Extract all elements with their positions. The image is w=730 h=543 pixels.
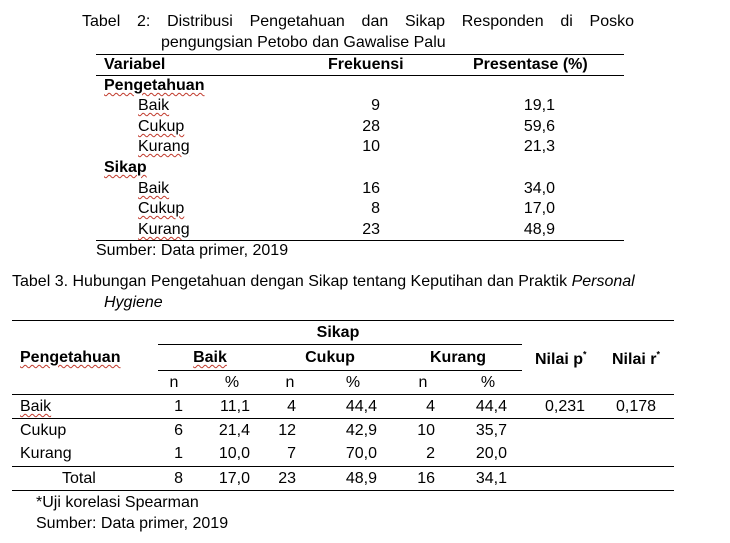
table3-cell-baik-pct: 21,4 xyxy=(218,422,250,439)
table3-cell-cukup-n: 12 xyxy=(278,422,296,439)
table3-source: Sumber: Data primer, 2019 xyxy=(36,515,229,532)
table3-subheader-n: n xyxy=(418,374,428,391)
table3-cell-baik-n: 8 xyxy=(174,470,183,487)
table2-row-percentage: 34,0 xyxy=(523,180,555,197)
table3-cell-cukup-pct: 44,4 xyxy=(345,398,377,415)
table2-row-label: Baik xyxy=(138,180,170,197)
table3-cell-kurang-pct: 34,1 xyxy=(475,470,507,487)
table3-header-nilai-r: Nilai r* xyxy=(612,349,660,368)
table3-cell-kurang-pct: 20,0 xyxy=(475,445,507,462)
table3-cell-kurang-n: 16 xyxy=(417,470,435,487)
table2-row-frequency: 16 xyxy=(362,180,380,197)
table3-header-cukup: Cukup xyxy=(305,349,355,366)
table3-cell-baik-n: 1 xyxy=(174,398,183,415)
table2-row-percentage: 21,3 xyxy=(523,138,555,155)
table3-first-row-rule xyxy=(12,418,674,419)
table3-cell-cukup-pct: 70,0 xyxy=(345,445,377,462)
table2-row-frequency: 28 xyxy=(362,118,380,135)
table3-cell-baik-pct: 17,0 xyxy=(218,470,250,487)
table2-header-percentage: Presentase (%) xyxy=(473,56,588,73)
table2-group-label: Sikap xyxy=(104,159,147,176)
table3-subheader-n: n xyxy=(285,374,295,391)
table3-caption-italic: Personal xyxy=(571,273,635,290)
table2-row-percentage: 17,0 xyxy=(523,200,555,217)
table3-cell-cukup-n: 4 xyxy=(287,398,296,415)
table2-header-variable: Variabel xyxy=(104,56,166,73)
table3-subheader-pct: % xyxy=(480,374,496,391)
table3-caption-line2: Hygiene xyxy=(104,294,163,311)
table3-cell-cukup-pct: 42,9 xyxy=(345,422,377,439)
table2-caption-line2: pengungsian Petobo dan Gawalise Palu xyxy=(161,34,446,51)
table3-row-label: Baik xyxy=(20,398,52,415)
table3-bottom-rule xyxy=(12,490,674,491)
table2-group-label: Pengetahuan xyxy=(104,77,205,94)
table3-cell-cukup-n: 23 xyxy=(278,470,296,487)
table3-subheader-n: n xyxy=(169,374,179,391)
table3-cell-kurang-n: 4 xyxy=(426,398,435,415)
table3-cell-baik-pct: 11,1 xyxy=(220,398,250,415)
table3-row-label-total: Total xyxy=(62,470,96,487)
table3-subheader-pct: % xyxy=(224,374,240,391)
table3-header-pengetahuan: Pengetahuan xyxy=(20,349,121,366)
table3-header-kurang: Kurang xyxy=(430,349,486,366)
table3-sikap-rule xyxy=(158,344,522,345)
table2-caption-line1: Tabel 2: Distribusi Pengetahuan dan Sikap Responden di Posko xyxy=(82,13,634,30)
table3-row-label: Kurang xyxy=(20,445,72,462)
table3-header-rule xyxy=(12,394,674,395)
table2-row-frequency: 9 xyxy=(371,97,380,114)
table2-row-label: Baik xyxy=(138,97,170,114)
table2-source: Sumber: Data primer, 2019 xyxy=(96,242,289,259)
table3-row-label: Cukup xyxy=(20,422,67,439)
table3-cell-baik-n: 1 xyxy=(174,445,183,462)
table2-row-label: Kurang xyxy=(138,221,190,238)
table3-caption-line1 xyxy=(12,272,635,292)
table2-row-label: Kurang xyxy=(138,138,190,155)
table2-row-frequency: 23 xyxy=(362,221,380,238)
table2-row-frequency: 10 xyxy=(362,138,380,155)
table2-row-label: Cukup xyxy=(138,118,185,135)
table3-cell-cukup-n: 7 xyxy=(287,445,296,462)
table3-cell-kurang-pct: 44,4 xyxy=(475,398,507,415)
table3-note: *Uji korelasi Spearman xyxy=(36,494,199,511)
table3-cell-kurang-n: 10 xyxy=(417,422,435,439)
table3-total-rule xyxy=(12,466,674,467)
table3-cell-baik-pct: 10,0 xyxy=(218,445,250,462)
table3-group-rule xyxy=(158,370,522,371)
table3-cell-baik-n: 6 xyxy=(174,422,183,439)
table3-cell-kurang-pct: 35,7 xyxy=(475,422,507,439)
table3-subheader-pct: % xyxy=(345,374,361,391)
table3-header-sikap: Sikap xyxy=(316,324,360,341)
table3-header-baik: Baik xyxy=(193,349,227,366)
table2-header-frequency: Frekuensi xyxy=(328,56,404,73)
table3-caption-text: Tabel 3. Hubungan Pengetahuan dengan Sikap tentang Keputihan dan Praktik xyxy=(12,273,568,290)
table2-row-label: Cukup xyxy=(138,200,185,217)
table3-cell-cukup-pct: 48,9 xyxy=(345,470,377,487)
table3-cell-kurang-n: 2 xyxy=(426,445,435,462)
table3-header-nilai-p: Nilai p* xyxy=(535,349,587,368)
table2-row-percentage: 19,1 xyxy=(523,97,555,114)
table2-row-frequency: 8 xyxy=(371,200,380,217)
table3-cell-p: 0,231 xyxy=(544,398,586,415)
table2-row-percentage: 48,9 xyxy=(523,221,555,238)
table3-cell-r: 0,178 xyxy=(615,398,657,415)
table2-row-percentage: 59,6 xyxy=(523,118,555,135)
table3-top-rule xyxy=(12,320,674,321)
